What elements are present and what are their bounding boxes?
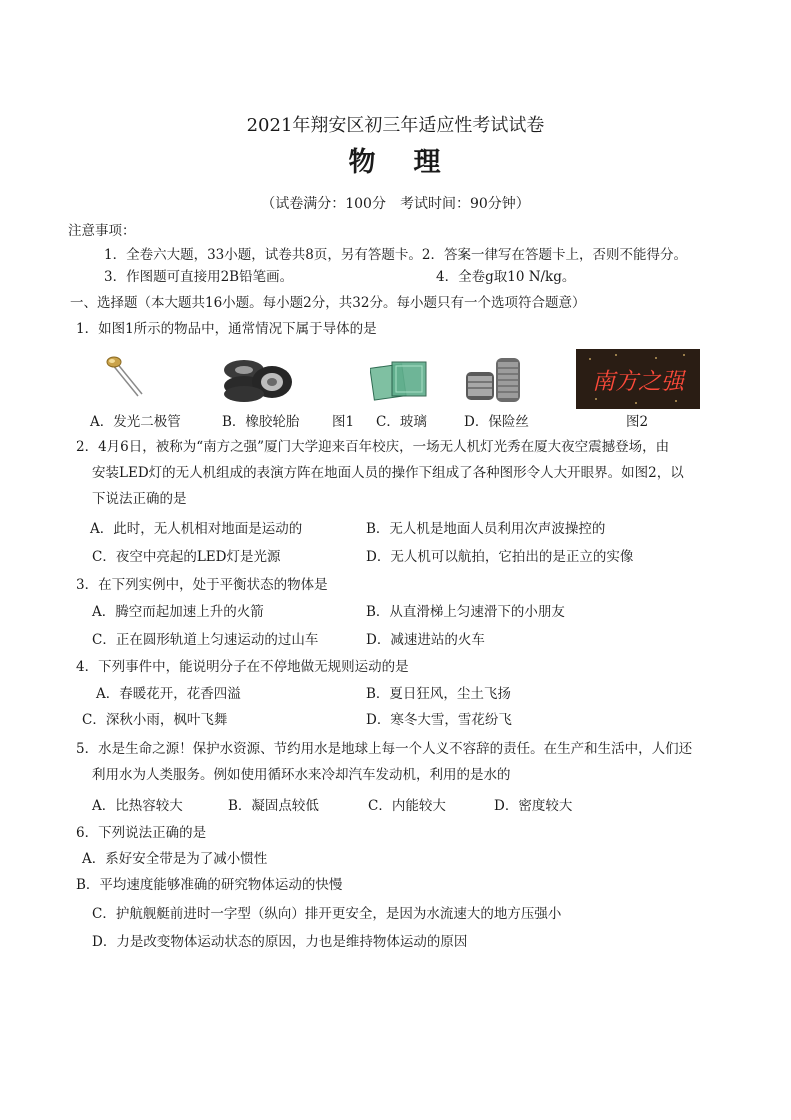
q1-option-d: D．保险丝 [464,414,529,430]
notice-heading: 注意事项： [68,223,136,239]
drone-show-text: 南方之强 [592,369,684,395]
q5-stem-line-2: 利用水为人类服务。例如使用循环水来冷却汽车发动机，利用的是水的 [92,767,511,783]
q4-option-b: B．夏日狂风，尘土飞扬 [366,686,511,702]
fuse-wire-image [462,356,524,404]
notice-line-2b: 4．全卷g取10 N/kg。 [436,269,576,285]
q3-option-a: A．腾空而起加速上升的火箭 [92,604,264,620]
q1-option-b: B．橡胶轮胎 [222,414,300,430]
q2-stem-line-3: 下说法正确的是 [92,491,187,507]
section-heading: 一、选择题（本大题共16小题。每小题2分，共32分。每小题只有一个选项符合题意） [70,295,586,311]
q3-option-c: C．正在圆形轨道上匀速运动的过山车 [92,632,319,648]
q1-option-c: C．玻璃 [376,414,427,430]
q2-stem-line-2: 安装LED灯的无人机组成的表演方阵在地面人员的操作下组成了各种图形令人大开眼界。如图2，以 [92,465,684,481]
q6-option-b: B．平均速度能够准确的研究物体运动的快慢 [76,877,343,893]
led-diode-image [104,356,154,408]
q1-stem: 1．如图1所示的物品中，通常情况下属于导体的是 [76,321,377,337]
q6-option-d: D．力是改变物体运动状态的原因，力也是维持物体运动的原因 [92,934,468,950]
q4-option-d: D．寒冬大雪，雪花纷飞 [366,712,512,728]
rubber-tires-image [222,356,294,404]
q6-option-a: A．系好安全带是为了减小惯性 [82,851,268,867]
exam-title: 2021年翔安区初三年适应性考试试卷 [246,115,545,136]
q2-option-a: A．此时，无人机相对地面是运动的 [90,521,303,537]
q4-stem: 4．下列事件中，能说明分子在不停地做无规则运动的是 [76,659,409,675]
q5-option-b: B．凝固点较低 [228,798,319,814]
q4-option-c: C．深秋小雨，枫叶飞舞 [82,712,228,728]
q1-option-a: A．发光二极管 [90,414,181,430]
q6-option-c: C．护航舰艇前进时一字型（纵向）排开更安全，是因为水流速大的地方压强小 [92,906,562,922]
q2-stem-line-1: 2．4月6日，被称为“南方之强”厦门大学迎来百年校庆，一场无人机灯光秀在厦大夜空震撼登场，由 [76,439,670,455]
q5-option-a: A．比热容较大 [92,798,183,814]
q3-stem: 3．在下列实例中，处于平衡状态的物体是 [76,577,328,593]
notice-line-1: 1．全卷六大题，33小题，试卷共8页，另有答题卡。2．答案一律写在答题卡上，否则不能得分。 [104,247,687,263]
q3-option-d: D．减速进站的火车 [366,632,485,648]
drone-show-image [576,349,700,409]
subject-char-1: 物 [348,147,378,178]
subject-char-2: 理 [413,147,443,178]
notice-line-2a: 3．作图题可直接用2B铅笔画。 [104,269,294,285]
q5-stem-line-1: 5．水是生命之源！保护水资源、节约用水是地球上每一个人义不容辞的责任。在生产和生活中，人们还 [76,741,693,757]
glass-panes-image [370,360,432,402]
q2-option-b: B．无人机是地面人员利用次声波操控的 [366,521,606,537]
exam-meta: （试卷满分：100分 考试时间：90分钟） [261,196,530,212]
figure-1-label: 图1 [332,414,355,430]
q3-option-b: B．从直滑梯上匀速滑下的小朋友 [366,604,565,620]
q5-option-c: C．内能较大 [368,798,446,814]
figure-2-label: 图2 [626,414,649,430]
q6-stem: 6．下列说法正确的是 [76,825,207,841]
q4-option-a: A．春暖花开，花香四溢 [96,686,241,702]
q5-option-d: D．密度较大 [494,798,573,814]
subject-title [0,146,791,180]
q2-option-c: C．夜空中亮起的LED灯是光源 [92,549,281,565]
q2-option-d: D．无人机可以航拍，它拍出的是正立的实像 [366,549,634,565]
